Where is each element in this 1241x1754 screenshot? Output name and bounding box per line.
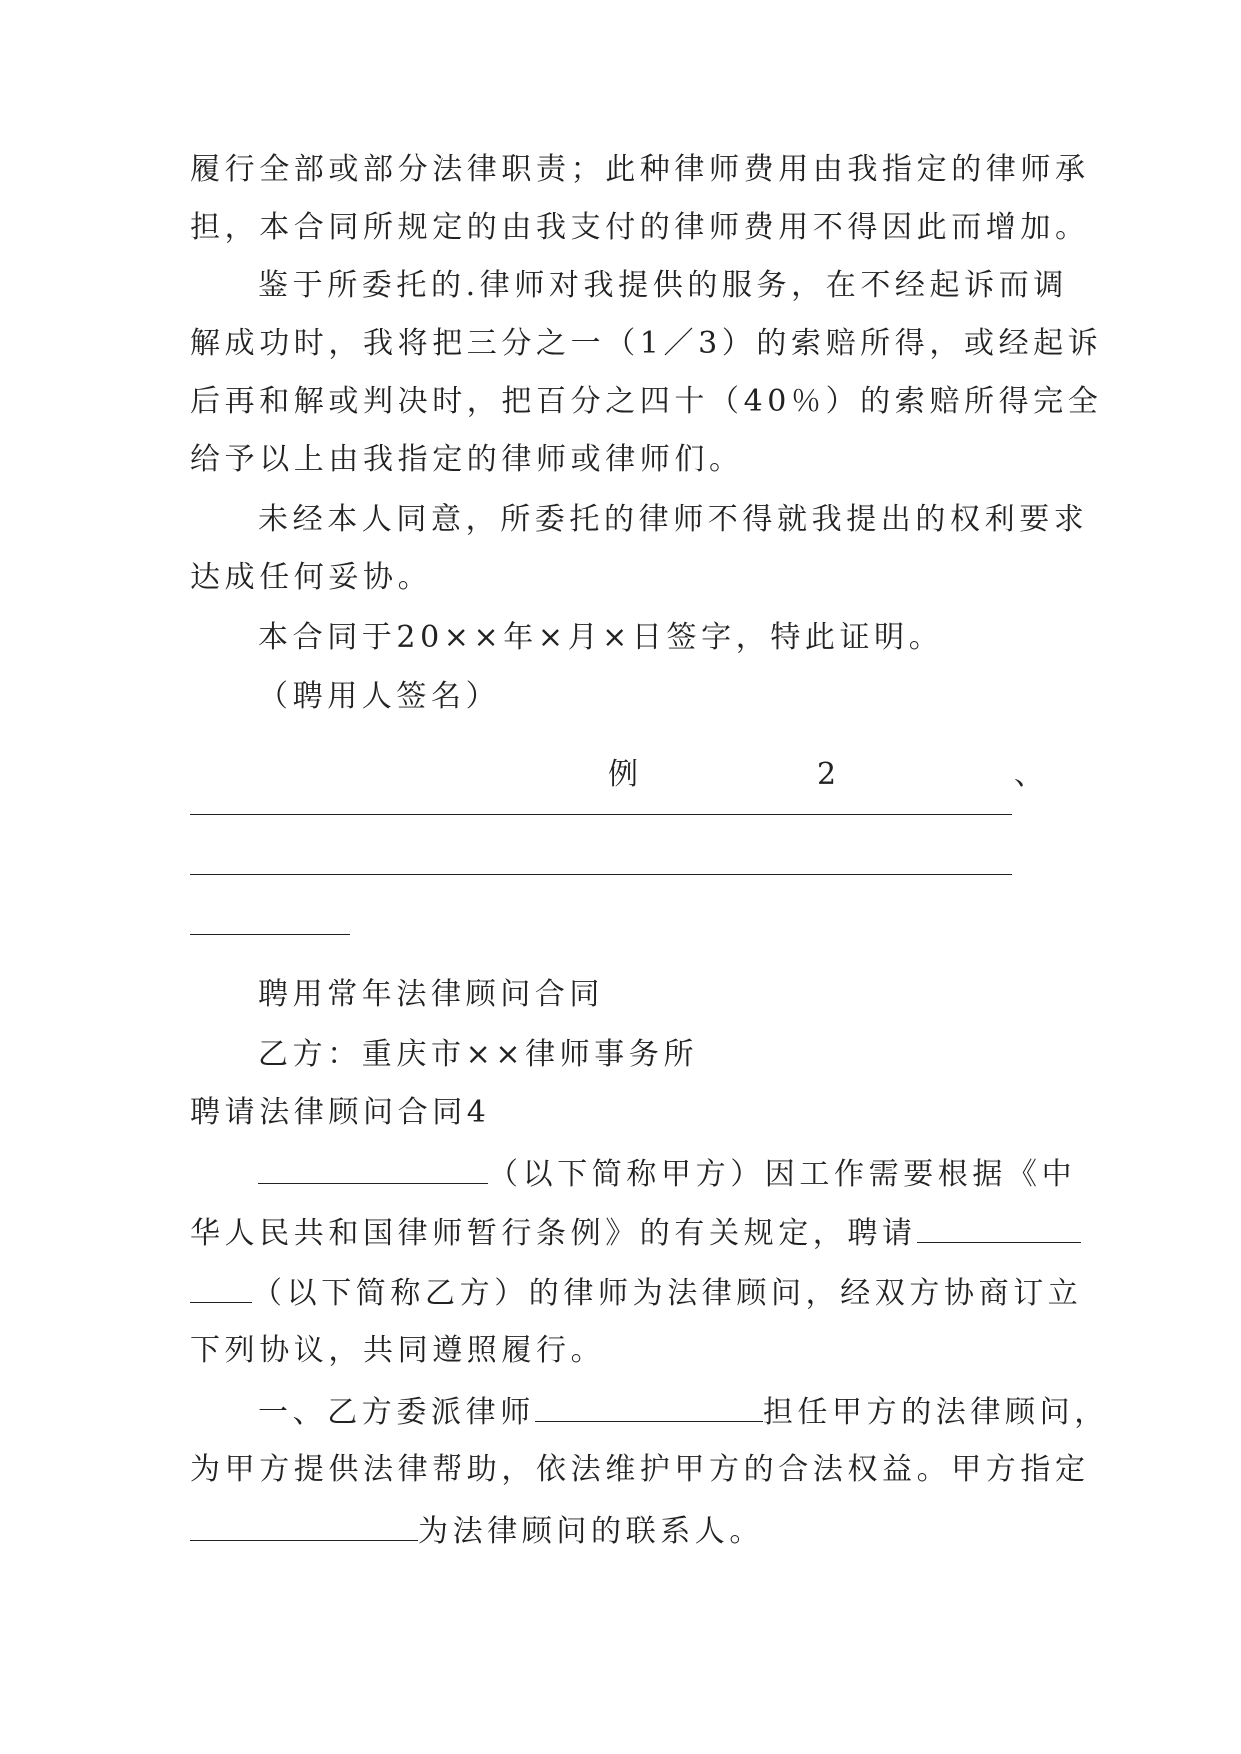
body-text-line — [190, 1272, 1083, 1314]
body-text-line — [258, 1153, 1138, 1195]
example-mark: 、 — [1014, 757, 1044, 792]
section-title: 聘请法律顾问合同4 — [190, 1095, 491, 1130]
body-text-line: 担，本合同所规定的由我支付的律师费用不得因此而增加。 — [190, 210, 1090, 245]
body-text-span: 为法律顾问的联系人。 — [418, 1514, 764, 1549]
separator-line — [190, 814, 1012, 815]
body-text-line: 为甲方提供法律帮助，依法维护甲方的合法权益。甲方指定 — [190, 1452, 1090, 1487]
body-text-line: 下列协议，共同遵照履行。 — [190, 1333, 606, 1368]
body-text-line — [258, 1391, 1138, 1433]
fill-in-blank[interactable] — [190, 1510, 418, 1541]
body-text-line: 给予以上由我指定的律师或律师们。 — [190, 442, 744, 477]
body-text-line: 履行全部或部分法律职责；此种律师费用由我指定的律师承 — [190, 152, 1090, 187]
fill-in-blank[interactable] — [535, 1391, 763, 1422]
separator-line — [190, 874, 1012, 875]
body-text-span: 一、乙方委派律师 — [258, 1395, 535, 1430]
body-text-line: 达成任何妥协。 — [190, 560, 433, 595]
body-text-line — [190, 1212, 1070, 1254]
body-text-line: 本合同于20××年×月×日签字，特此证明。 — [258, 620, 944, 655]
example-word: 例 — [608, 757, 638, 792]
body-text-line — [190, 1510, 1070, 1552]
body-text-line: 未经本人同意，所委托的律师不得就我提出的权利要求 — [258, 502, 1089, 537]
separator-line — [190, 934, 350, 935]
body-text-span: 担任甲方的法律顾问， — [762, 1395, 1109, 1430]
body-text-span: 华人民共和国律师暂行条例》的有关规定，聘请 — [190, 1216, 917, 1251]
fill-in-blank[interactable] — [190, 1272, 252, 1303]
fill-in-blank[interactable] — [917, 1212, 1081, 1243]
body-text-line: 后再和解或判决时，把百分之四十（40％）的索赔所得完全 — [190, 384, 1103, 419]
signature-note: （聘用人签名） — [258, 679, 501, 714]
party-b-line: 乙方：重庆市××律师事务所 — [258, 1037, 699, 1072]
contract-title: 聘用常年法律顾问合同 — [258, 977, 604, 1012]
body-text-span: （以下简称乙方）的律师为法律顾问，经双方协商订立 — [252, 1276, 1083, 1311]
fill-in-blank[interactable] — [258, 1153, 488, 1184]
body-text-line: 鉴于所委托的.律师对我提供的服务，在不经起诉而调 — [258, 268, 1068, 303]
body-text-span: （以下简称甲方）因工作需要根据《中 — [488, 1157, 1077, 1192]
example-number: 2 — [817, 757, 837, 792]
body-text-line: 解成功时，我将把三分之一（1／3）的索赔所得，或经起诉 — [190, 326, 1103, 361]
